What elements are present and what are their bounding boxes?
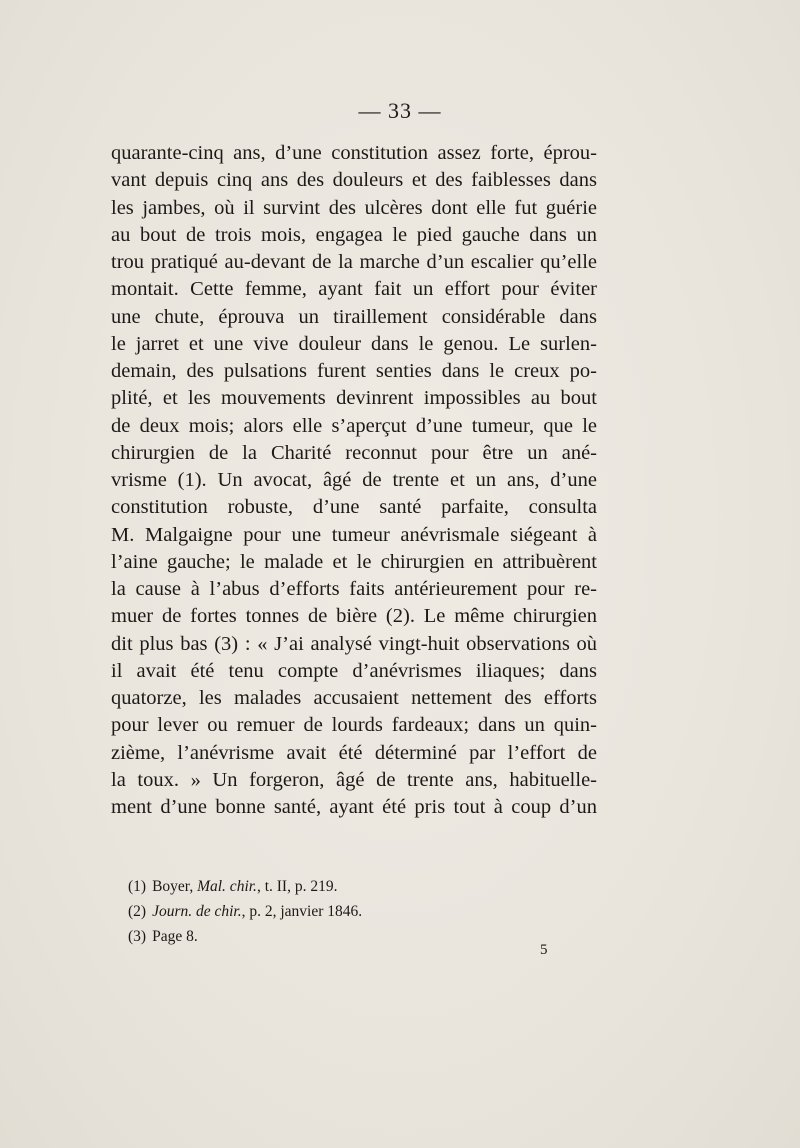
text-line: le jarret et une vive douleur dans le genou. Le surlen- [111,332,597,355]
footnote-italic: Mal. chir. [197,878,257,895]
text-line: une chute, éprouva un tiraillement considérable dans [111,305,597,328]
footnote-text: Page 8. [152,928,198,945]
text-line: muer de fortes tonnes de bière (2). Le même chirurgien [111,605,597,628]
text-line: dit plus bas (3) : « J’ai analysé vingt-huit observations où [111,632,597,655]
text-line: les jambes, où il survint des ulcères dont elle fut guérie [111,196,597,219]
text-line: vrisme (1). Un avocat, âgé de trente et un ans, d’une [111,469,597,491]
text-line: zième, l’anévrisme avait été déterminé par l’effort de [111,741,597,764]
footnote [128,924,528,949]
text-line: quarante-cinq ans, d’une constitution assez forte, éprou- [111,142,597,164]
text-line: la cause à l’abus d’efforts faits antérieurement pour re- [111,578,597,600]
text-line: chirurgien de la Charité reconnut pour être un ané- [111,441,597,464]
footnote-text: , t. II, p. 219. [256,878,338,895]
body-text [111,140,597,821]
text-line: l’aine gauche; le malade et le chirurgien en attribuèrent [111,550,597,573]
text-line: de deux mois; alors elle s’aperçut d’une tumeur, que le [111,414,597,437]
text-line: quatorze, les malades accusaient nettement des efforts [111,687,597,709]
page-number: — 33 — [358,98,442,123]
text-line: montait. Cette femme, ayant fait un effort pour éviter [111,278,597,301]
footnote [128,874,528,899]
footnote-number: (3) [128,928,147,945]
text-line: M. Malgaigne pour une tumeur anévrismale siégeant à [111,523,597,546]
text-line: demain, des pulsations furent senties dans le creux po- [111,360,597,382]
footnotes [128,874,528,949]
text-line: vant depuis cinq ans des douleurs et des faiblesses dans [111,169,597,192]
text-line: au bout de trois mois, engagea le pied gauche dans un [111,223,597,246]
footnote-text: Boyer, [152,878,198,895]
footnote [128,899,528,924]
text-line: ment d’une bonne santé, ayant été pris tout à coup d’un [111,796,597,818]
text-line: trou pratiqué au-devant de la marche d’un escalier qu’elle [111,251,597,273]
text-line: il avait été tenu compte d’anévrismes iliaques; dans [111,659,597,682]
text-line: la toux. » Un forgeron, âgé de trente ans, habituelle- [111,768,597,791]
footnote-number: (1) [128,878,147,895]
footnote-number: (2) [128,903,147,920]
footnote-text: , p. 2, janvier 1846. [241,903,363,920]
footnote-italic: Journ. de chir. [152,903,242,920]
signature-mark: 5 [540,942,548,958]
text-line: pour lever ou remuer de lourds fardeaux; dans un quin- [111,714,597,737]
text-line: constitution robuste, d’une santé parfaite, consulta [111,496,597,519]
text-line: plité, et les mouvements devinrent impossibles au bout [111,387,597,410]
